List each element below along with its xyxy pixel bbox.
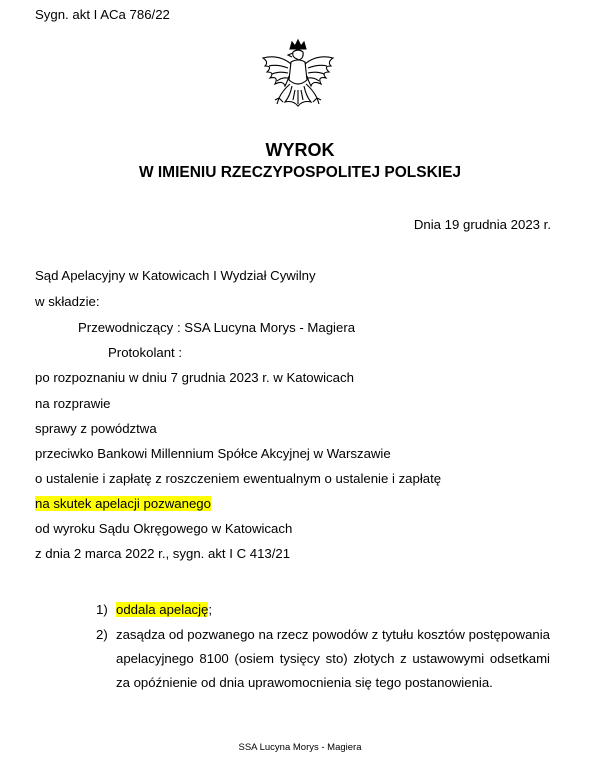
appeal-highlight: na skutek apelacji pozwanego <box>35 496 211 511</box>
lower-court-date-line: z dnia 2 marca 2022 r., sygn. akt I C 413/21 <box>35 546 291 561</box>
subject-line: o ustalenie i zapłatę z roszczeniem ewentualnym o ustalenie i zapłatę <box>35 471 442 486</box>
defendant-line: przeciwko Bankowi Millennium Spółce Akcyjnej w Warszawie <box>35 446 391 461</box>
lower-court-line: od wyroku Sądu Okręgowego w Katowicach <box>35 521 293 536</box>
ruling-2-text: zasądza od pozwanego na rzecz powodów z tytułu kosztów postępowania apelacyjnego 8100 (osiem tysięcy sto) złotych z ustawowymi odsetkami za opóźnienie od dnia uprawomocnienia się tego postanowienia. <box>116 627 550 690</box>
ruling-number: 2) <box>96 627 108 642</box>
polish-eagle-emblem-icon <box>255 36 341 122</box>
ruling-1-text: oddala apelację; <box>116 602 213 617</box>
judgment-title: WYROK <box>265 140 335 160</box>
signature: SSA Lucyna Morys - Magiera <box>238 742 362 753</box>
presiding-judge: Przewodniczący : SSA Lucyna Morys - Magiera <box>78 320 356 335</box>
ruling-number: 1) <box>96 602 108 617</box>
judgment-subtitle: W IMIENIU RZECZYPOSPOLITEJ POLSKIEJ <box>138 164 462 181</box>
hearing-type: na rozprawie <box>35 396 111 411</box>
ruling-1-highlight: oddala apelację <box>116 602 209 617</box>
case-number: Sygn. akt I ACa 786/22 <box>35 7 170 22</box>
hearing-date-line: po rozpoznaniu w dniu 7 grudnia 2023 r. w Katowicach <box>35 370 354 385</box>
claim-line: sprawy z powództwa <box>35 421 157 436</box>
judgment-date: Dnia 19 grudnia 2023 r. <box>413 217 551 232</box>
court-name: Sąd Apelacyjny w Katowicach I Wydział Cywilny <box>35 268 316 283</box>
court-clerk: Protokolant : <box>108 345 183 360</box>
composition-label: w składzie: <box>35 294 100 309</box>
appeal-line <box>35 496 211 512</box>
